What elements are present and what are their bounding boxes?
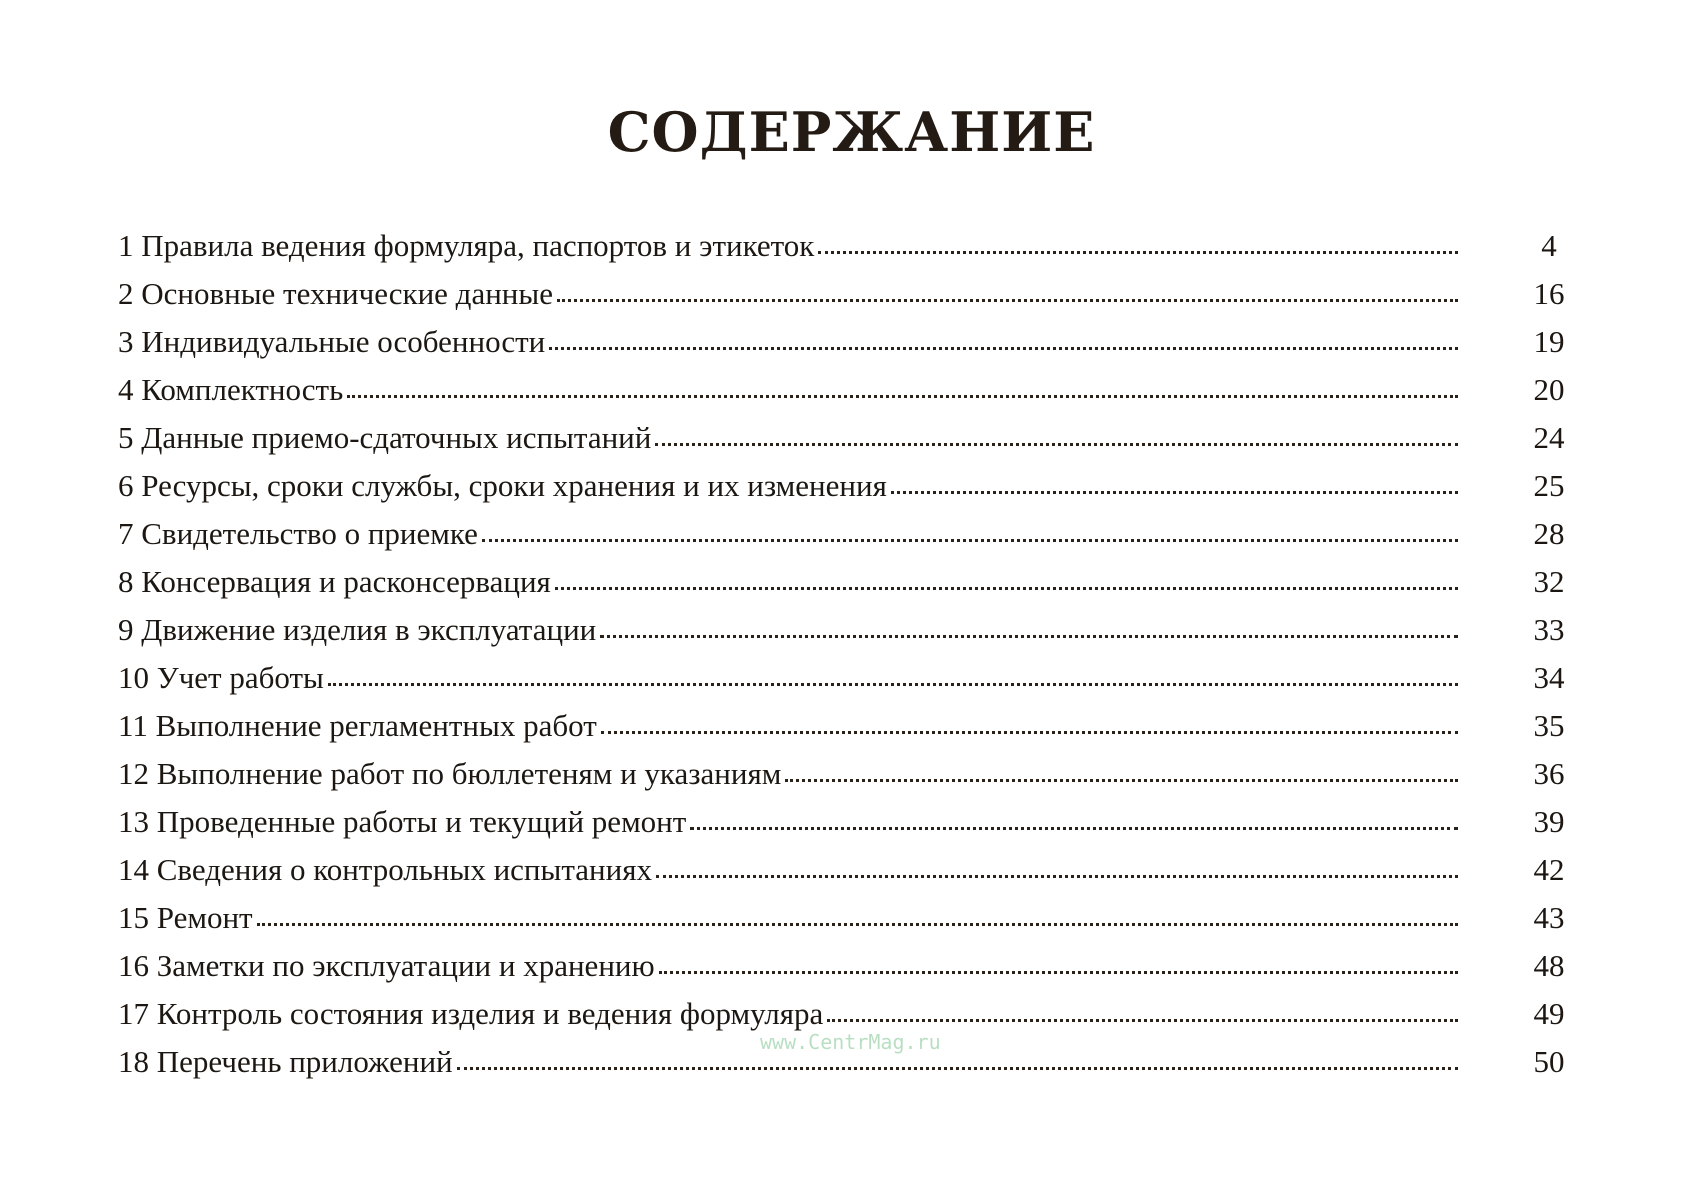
toc-entry bbox=[118, 318, 1588, 366]
dot-leader bbox=[827, 1015, 1458, 1022]
toc-entry-page-number: 35 bbox=[1533, 708, 1565, 743]
toc-entry-page-number: 43 bbox=[1533, 900, 1565, 935]
toc-entry bbox=[118, 846, 1588, 894]
toc-entry-page-number: 50 bbox=[1533, 1044, 1565, 1079]
dot-leader bbox=[818, 247, 1458, 254]
dot-leader bbox=[655, 439, 1458, 446]
toc-entry-page-number: 25 bbox=[1533, 468, 1565, 503]
toc-entry bbox=[118, 270, 1588, 318]
toc-entry-title: 14 Сведения о контрольных испытаниях bbox=[118, 852, 652, 887]
toc-entry-title: 13 Проведенные работы и текущий ремонт bbox=[118, 804, 687, 839]
dot-leader bbox=[257, 919, 1458, 926]
toc-entry-page-number: 33 bbox=[1533, 612, 1565, 647]
toc-entry-title: 7 Свидетельство о приемке bbox=[118, 516, 478, 551]
toc-entry bbox=[118, 798, 1588, 846]
toc-entry-title: 10 Учет работы bbox=[118, 660, 324, 695]
dot-leader bbox=[549, 343, 1458, 350]
toc-entry bbox=[118, 366, 1588, 414]
toc-entry bbox=[118, 894, 1588, 942]
toc-entry-title: 18 Перечень приложений bbox=[118, 1044, 453, 1079]
toc-entry-page-number: 24 bbox=[1533, 420, 1565, 455]
toc-entry-title: 1 Правила ведения формуляра, паспортов и этикеток bbox=[118, 228, 815, 263]
dot-leader bbox=[785, 775, 1458, 782]
table-of-contents bbox=[118, 222, 1588, 1086]
toc-entry-title: 9 Движение изделия в эксплуатации bbox=[118, 612, 597, 647]
toc-entry-page-number: 36 bbox=[1533, 756, 1565, 791]
dot-leader bbox=[482, 535, 1458, 542]
toc-entry-page-number: 16 bbox=[1533, 276, 1565, 311]
toc-entry bbox=[118, 510, 1588, 558]
dot-leader bbox=[690, 823, 1458, 830]
toc-entry-title: 3 Индивидуальные особенности bbox=[118, 324, 546, 359]
toc-entry bbox=[118, 222, 1588, 270]
toc-entry bbox=[118, 654, 1588, 702]
dot-leader bbox=[600, 631, 1458, 638]
dot-leader bbox=[328, 679, 1458, 686]
dot-leader bbox=[557, 295, 1458, 302]
toc-entry-page-number: 49 bbox=[1533, 996, 1565, 1031]
toc-entry-title: 12 Выполнение работ по бюллетеням и указаниям bbox=[118, 756, 782, 791]
watermark: www.CentrMag.ru bbox=[760, 1030, 941, 1054]
toc-entry bbox=[118, 606, 1588, 654]
toc-entry-title: 6 Ресурсы, сроки службы, сроки хранения и их изменения bbox=[118, 468, 887, 503]
toc-entry-title: 8 Консервация и расконсервация bbox=[118, 564, 551, 599]
toc-entry-page-number: 20 bbox=[1533, 372, 1565, 407]
toc-entry bbox=[118, 414, 1588, 462]
toc-entry-title: 2 Основные технические данные bbox=[118, 276, 553, 311]
toc-entry bbox=[118, 750, 1588, 798]
toc-entry-title: 17 Контроль состояния изделия и ведения формуляра bbox=[118, 996, 824, 1031]
dot-leader bbox=[601, 727, 1458, 734]
toc-entry-title: 4 Комплектность bbox=[118, 372, 344, 407]
toc-entry-title: 5 Данные приемо-сдаточных испытаний bbox=[118, 420, 652, 455]
toc-entry-page-number: 28 bbox=[1533, 516, 1565, 551]
toc-entry-title: 11 Выполнение регламентных работ bbox=[118, 708, 597, 743]
toc-entry bbox=[118, 942, 1588, 990]
toc-entry-page-number: 34 bbox=[1533, 660, 1565, 695]
toc-entry bbox=[118, 702, 1588, 750]
page-title: СОДЕРЖАНИЕ bbox=[607, 100, 1096, 164]
toc-entry bbox=[118, 558, 1588, 606]
dot-leader bbox=[659, 967, 1458, 974]
toc-entry-page-number: 42 bbox=[1533, 852, 1565, 887]
toc-entry-page-number: 39 bbox=[1533, 804, 1565, 839]
dot-leader bbox=[656, 871, 1458, 878]
dot-leader bbox=[347, 391, 1458, 398]
dot-leader bbox=[555, 583, 1458, 590]
dot-leader bbox=[457, 1063, 1458, 1070]
toc-entry bbox=[118, 462, 1588, 510]
toc-entry-page-number: 32 bbox=[1533, 564, 1565, 599]
dot-leader bbox=[891, 487, 1458, 494]
toc-entry-title: 16 Заметки по эксплуатации и хранению bbox=[118, 948, 655, 983]
toc-entry-page-number: 48 bbox=[1533, 948, 1565, 983]
toc-entry-page-number: 4 bbox=[1541, 228, 1557, 263]
toc-entry-page-number: 19 bbox=[1533, 324, 1565, 359]
toc-entry-title: 15 Ремонт bbox=[118, 900, 253, 935]
